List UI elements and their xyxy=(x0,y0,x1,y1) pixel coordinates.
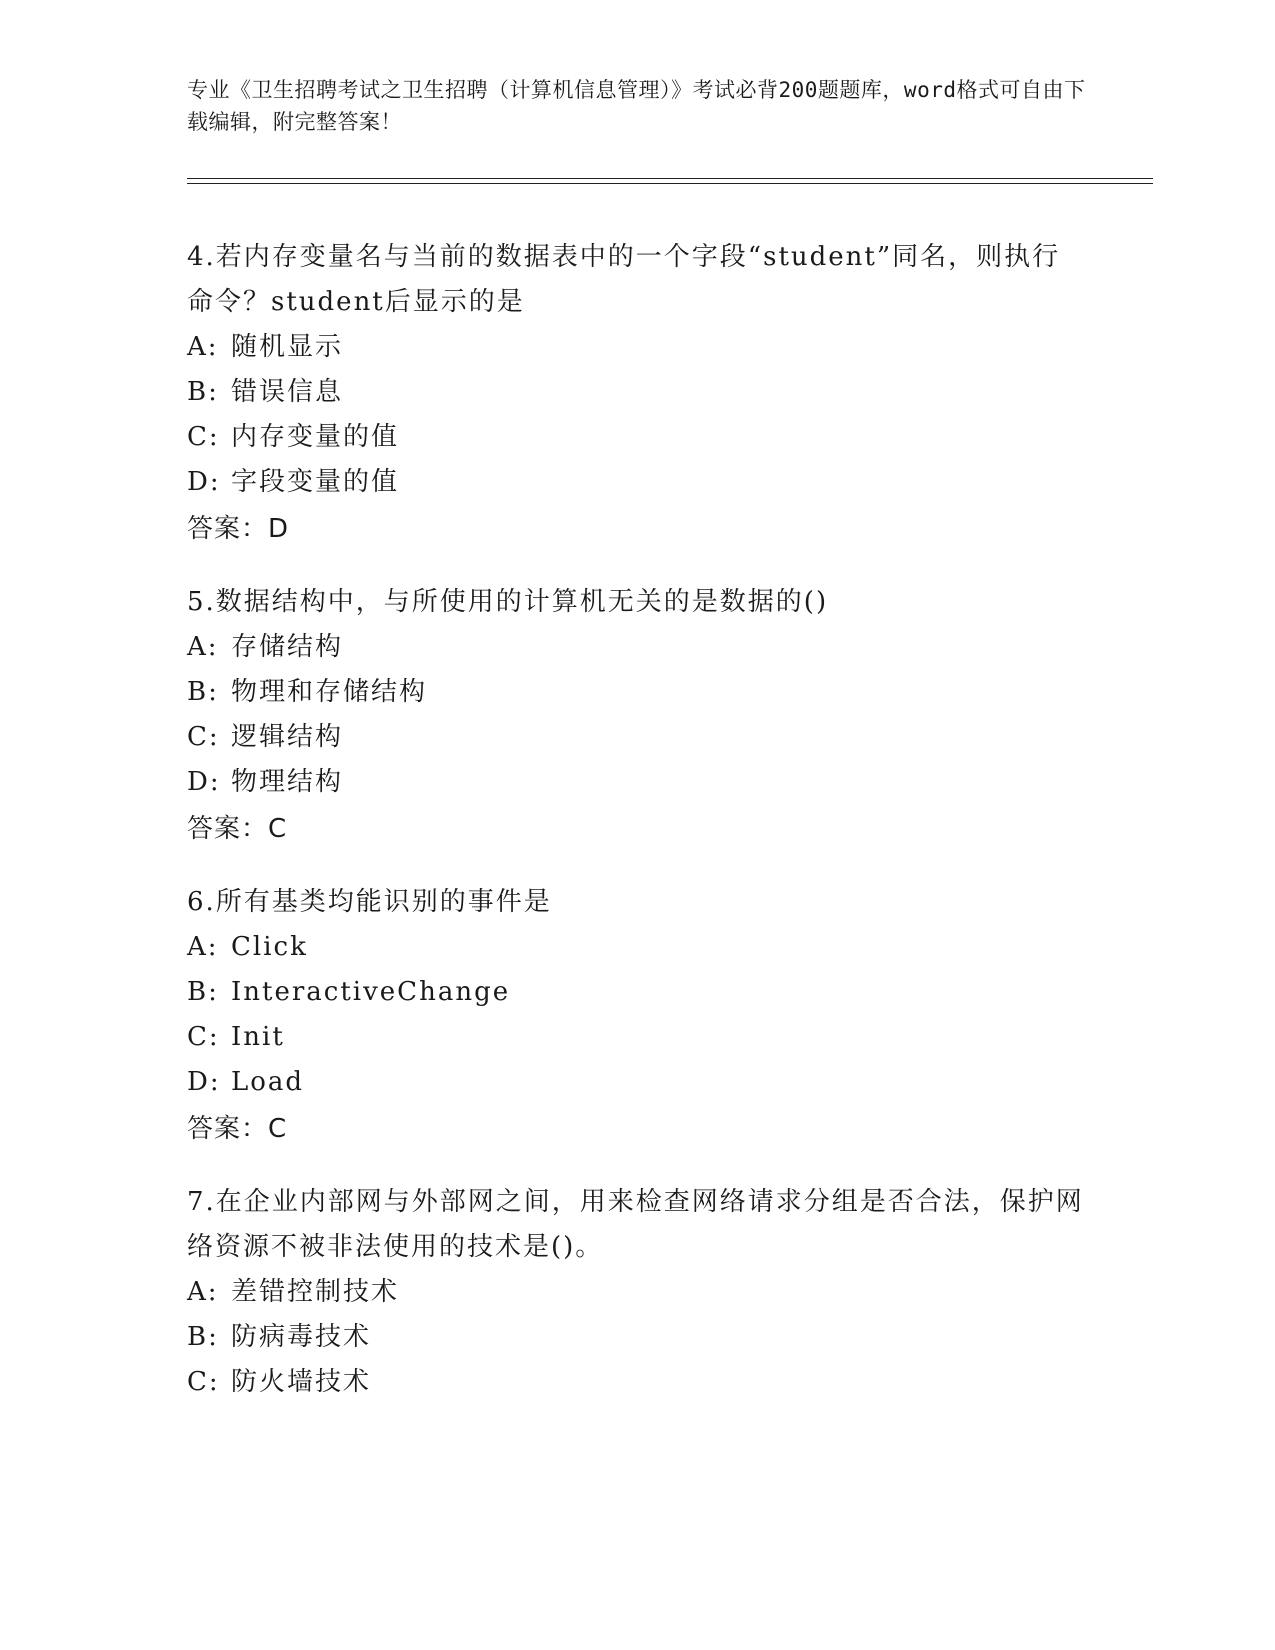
header-divider-bottom xyxy=(187,183,1153,184)
option-c xyxy=(187,1360,1087,1405)
option-text: 存储结构 xyxy=(231,632,344,662)
option-text: 内存变量的值 xyxy=(231,422,400,452)
answer-label: 答案：C xyxy=(187,1114,288,1144)
option-a xyxy=(187,925,1087,970)
option-key: A: xyxy=(187,932,219,962)
header-divider-top xyxy=(187,178,1153,179)
option-text: Load xyxy=(231,1067,305,1097)
option-key: D: xyxy=(187,767,221,797)
option-key: C: xyxy=(187,422,220,452)
option-d xyxy=(187,460,1087,505)
option-b xyxy=(187,1315,1087,1360)
option-text: 错误信息 xyxy=(231,377,344,407)
document-header: 专业《卫生招聘考试之卫生招聘（计算机信息管理）》考试必背200题题库，word格式可自由下载编辑，附完整答案！ xyxy=(187,78,1086,134)
option-c xyxy=(187,415,1087,460)
question-4 xyxy=(187,235,1087,552)
option-key: C: xyxy=(187,722,220,752)
option-key: B: xyxy=(187,677,219,707)
question-7 xyxy=(187,1180,1087,1405)
question-list xyxy=(187,235,1087,1433)
option-b xyxy=(187,670,1087,715)
option-key: D: xyxy=(187,467,221,497)
option-text: 防病毒技术 xyxy=(231,1322,372,1352)
answer-label: 答案：C xyxy=(187,814,288,844)
question-text: 7.在企业内部网与外部网之间，用来检查网络请求分组是否合法，保护网络资源不被非法使用的技术是()。 xyxy=(187,1187,1084,1262)
option-d xyxy=(187,760,1087,805)
option-c xyxy=(187,715,1087,760)
option-key: D: xyxy=(187,1067,221,1097)
question-text: 6.所有基类均能识别的事件是 xyxy=(187,887,552,917)
option-text: 差错控制技术 xyxy=(231,1277,400,1307)
option-text: 随机显示 xyxy=(231,332,344,362)
option-text: 物理结构 xyxy=(231,767,344,797)
question-text: 5.数据结构中，与所使用的计算机无关的是数据的() xyxy=(187,587,829,617)
option-a xyxy=(187,625,1087,670)
question-5 xyxy=(187,580,1087,852)
option-key: C: xyxy=(187,1022,220,1052)
option-text: 物理和存储结构 xyxy=(231,677,428,707)
option-key: A: xyxy=(187,332,219,362)
option-text: 逻辑结构 xyxy=(231,722,344,752)
option-b xyxy=(187,970,1087,1015)
option-key: C: xyxy=(187,1367,220,1397)
option-key: B: xyxy=(187,1322,219,1352)
question-text: 4.若内存变量名与当前的数据表中的一个字段“student”同名，则执行命令？student后显示的是 xyxy=(187,242,1061,317)
option-key: B: xyxy=(187,977,219,1007)
option-a xyxy=(187,325,1087,370)
option-key: A: xyxy=(187,1277,219,1307)
option-key: B: xyxy=(187,377,219,407)
option-d xyxy=(187,1060,1087,1105)
option-a xyxy=(187,1270,1087,1315)
option-text: Init xyxy=(231,1022,285,1052)
option-c xyxy=(187,1015,1087,1060)
option-b xyxy=(187,370,1087,415)
question-6 xyxy=(187,880,1087,1152)
option-key: A: xyxy=(187,632,219,662)
answer-label: 答案：D xyxy=(187,514,290,544)
option-text: Click xyxy=(231,932,308,962)
option-text: 字段变量的值 xyxy=(231,467,400,497)
option-text: InteractiveChange xyxy=(231,977,511,1007)
option-text: 防火墙技术 xyxy=(231,1367,372,1397)
